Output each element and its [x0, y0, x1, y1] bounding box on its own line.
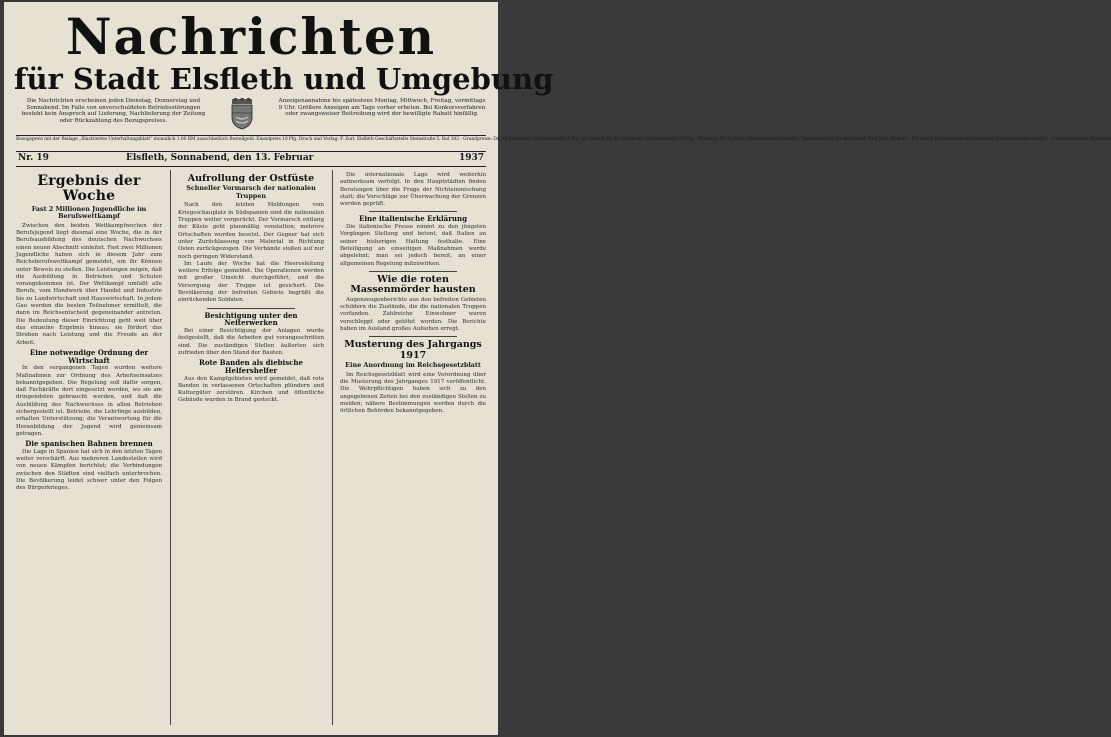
newspaper-subtitle: für Stadt Elsfleth und Umgebung: [14, 62, 554, 96]
headline-east-coast: Aufrollung der Ostfüste: [187, 173, 315, 184]
column-left: [16, 172, 162, 727]
article-body: Im Laufe der Woche hat die Heeresleitung weitere Erfolge gemeldet. Die Operationen werden mit großer Umsicht durchgeführt, und die Versorgung der Truppe ist gesichert. Die Bevölkerung der befreiten Gebiete begrüßt die einrückenden Soldaten.: [178, 260, 324, 304]
divider: [369, 271, 457, 272]
article-body: In den vergangenen Tagen wurden weitere Maßnahmen zur Ordnung des Arbeitseinsatzes bekanntgegeben. Die Regelung soll dafür sorgen, daß Fachkräfte dort eingesetzt werden, wo sie am dringendsten gebraucht werden, und daß die Ausbildung des Nachwuchses in allen Betrieben sichergestellt ist. Betriebe, die Lehrlinge ausbilden, erhalten Unterstützung; die Verantwortung für die Heranbildung der Jugend wird gemeinsam getragen.: [16, 365, 162, 437]
headline-italian-statement: Eine italienische Erklärung: [359, 214, 467, 224]
divider: [207, 308, 295, 309]
column-rule: [332, 170, 333, 725]
subheadline-competition: Fast 2 Millionen Jugendliche im Berufswettkampf: [31, 204, 147, 221]
issue-year: 1937: [458, 153, 484, 163]
issue-number: Nr. 19: [18, 153, 49, 163]
headline-red-bands: Rote Banden als diebische Helfershelfer: [199, 358, 303, 375]
newspaper-title: Nachrichten: [65, 7, 437, 66]
subheadline-law-gazette: Eine Anordnung im Reichsgesetzblatt: [345, 361, 481, 370]
masthead: [14, 7, 554, 96]
newspaper-page: [4, 2, 1111, 735]
advertising-info: Anzeigenannahme bis spätestens Montag, Mittwoch, Freitag, vormittags 9 Uhr. Größere Anzeigen am Tage vorher erbeten. Bei Konkursverfahren oder zwangsweiser Beitreibung wird der bewilligte Rabatt hinfällig.: [278, 98, 486, 118]
article-body: Augenzeugenberichte aus den befreiten Gebieten schildern die Zustände, die die nationalen Truppen vorfanden. Zahlreiche Einwohner waren verschleppt oder getötet worden. Die Berichte haben im Ausland großes Aufsehen erregt.: [340, 296, 486, 333]
issue-date: Elsfleth, Sonnabend, den 13. Februar: [126, 153, 314, 163]
divider: [369, 211, 457, 212]
divider: [369, 336, 457, 337]
headline-inspection: Besichtigung unter den Neiterwerken: [204, 310, 298, 328]
dateline: [16, 151, 486, 167]
article-body: Aus den Kampfgebieten wird gemeldet, daß rote Banden in verlassenen Ortschaften plündern und Kulturgüter zerstören. Kirchen und öffentliche Gebäude wurden in Brand gesteckt.: [178, 375, 324, 404]
headline-conscription-1917: Musterung des Jahrgangs 1917: [344, 339, 482, 361]
publication-info: Die Nachrichten erscheinen jeden Dienstag, Donnerstag und Sonnabend. Im Falle von unverschuldeten Betriebsstörungen besteht kein Anspruch auf Lieferung, Nachlieferung der Zeitung oder Rückzahlung des Bezugspreises.: [21, 98, 206, 124]
column-rule: [170, 170, 171, 725]
headline-economy-order: Eine notwendige Ordnung der Wirtschaft: [29, 347, 149, 365]
article-body: Die italienische Presse nimmt zu den jüngsten Vorgängen Stellung und betont, daß Italien an seiner bisherigen Haltung festhalte. Eine Beteiligung an einseitigen Maßnahmen werde abgelehnt; man sei jedoch bereit, an einer allgemeinen Regelung mitzuwirken.: [340, 224, 486, 267]
info-bar: [16, 98, 486, 134]
subheadline-advance: Schneller Vormarsch der nationalen Truppen: [186, 184, 316, 200]
article-body: Im Reichsgesetzblatt wird eine Verordnung über die Musterung des Jahrganges 1917 veröffentlicht. Die Wehrpflichtigen haben sich zu den angegebenen Zeiten bei den zuständigen Stellen zu melden; nähere Bestimmungen werden durch die örtlichen Behörden bekanntgegeben.: [340, 371, 486, 415]
article-body: Die internationale Lage wird weiterhin aufmerksam verfolgt. In den Hauptstädten finden Beratungen über die Frage der Nichteinmischung statt; die Vorschläge zur Überwachung der Grenzen werden geprüft.: [340, 172, 486, 208]
article-body: Zwischen den beiden Wettkampfwochen der Berufsjugend liegt diesmal eine Woche, die in der Berufsausbildung des deutschen Nachwuchses einen neuen Abschnitt einleitet. Fast zwei Millionen Jugendliche haben sich in diesem Jahr zum Reichsberufswettkampf gemeldet, um ihr Können unter Beweis zu stellen. Die Leistungen zeigen, daß die Ausbildung in Betrieben und Schulen vorangekommen ist. Der Wettkampf umfaßt alle Berufe, vom Handwerk über Handel und Industrie bis zu Landwirtschaft und Hauswirtschaft. In jedem Gau werden die besten Teilnehmer ermittelt, die dann im Reichsentscheid gegeneinander antreten. Die Bedeutung dieser Einrichtung geht weit über das einzelne Ergebnis hinaus; sie fördert das Streben nach Leistung und die Freude an der Arbeit.: [16, 222, 162, 346]
article-body: Nach den letzten Meldungen vom Kriegsschauplatz in Südspanien sind die nationalen Truppen weiter vorgerückt. Der Vormarsch entlang der Küste geht planmäßig vonstatten; mehrere Ortschaften wurden besetzt. Der Gegner hat sich unter Zurücklassung von Material in Richtung Osten zurückgezogen. Die Verbände stoßen auf nur noch geringen Widerstand.: [178, 202, 324, 260]
coat-of-arms-icon: [230, 98, 254, 130]
article-body: Bei einer Besichtigung der Anlagen wurde festgestellt, daß die Arbeiten gut vorangeschritten sind. Die zuständigen Stellen äußerten sich zufrieden über den Stand der Bauten.: [178, 327, 324, 356]
article-body: Die Lage in Spanien hat sich in den letzten Tagen weiter verschärft. Aus mehreren Landesteilen wird von neuen Kämpfen berichtet; die Verbindungen zwischen den Städten sind vielfach unterbrochen. Die Bevölkerung leidet schwer unter den Folgen des Bürgerkrieges.: [16, 448, 162, 492]
column-middle: [178, 172, 324, 727]
headline-week-result: Ergebnis der Woche: [37, 173, 141, 205]
column-right: [340, 172, 486, 727]
headline-mass-murderers: Wie die roten Massenmörder hausten: [350, 273, 476, 296]
headline-spanish-railways: Die spanischen Bahnen brennen: [25, 439, 153, 449]
subscription-notice: Bezugspreis mit der Beilage „Illustriertes Unterhaltungsblatt“ monatlich 1.00 RM ausschließlich Bestellgeld. Einzelpreis 10 Pfg. Druck und Verlag: F. Zurl, Elsfleth Geschäftsstelle Steinstraße 5. Ruf 302 · Grundpreise: Die 46 mm breite Millimeterzeile 4 Pfg. im Textteil die 90 mm breite Millimeterzeile 15 Pfg. · Preisliste Nr. 3 gültig. Nachlässe nach Staffel · Verantwortlich für den Inhalt: Paul Zurl, Elsfleth · Für durch Fernsprecher aufgegebene Anzeigen keine Gewähr · Postscheckkonto Hannover: [16, 137, 1111, 142]
